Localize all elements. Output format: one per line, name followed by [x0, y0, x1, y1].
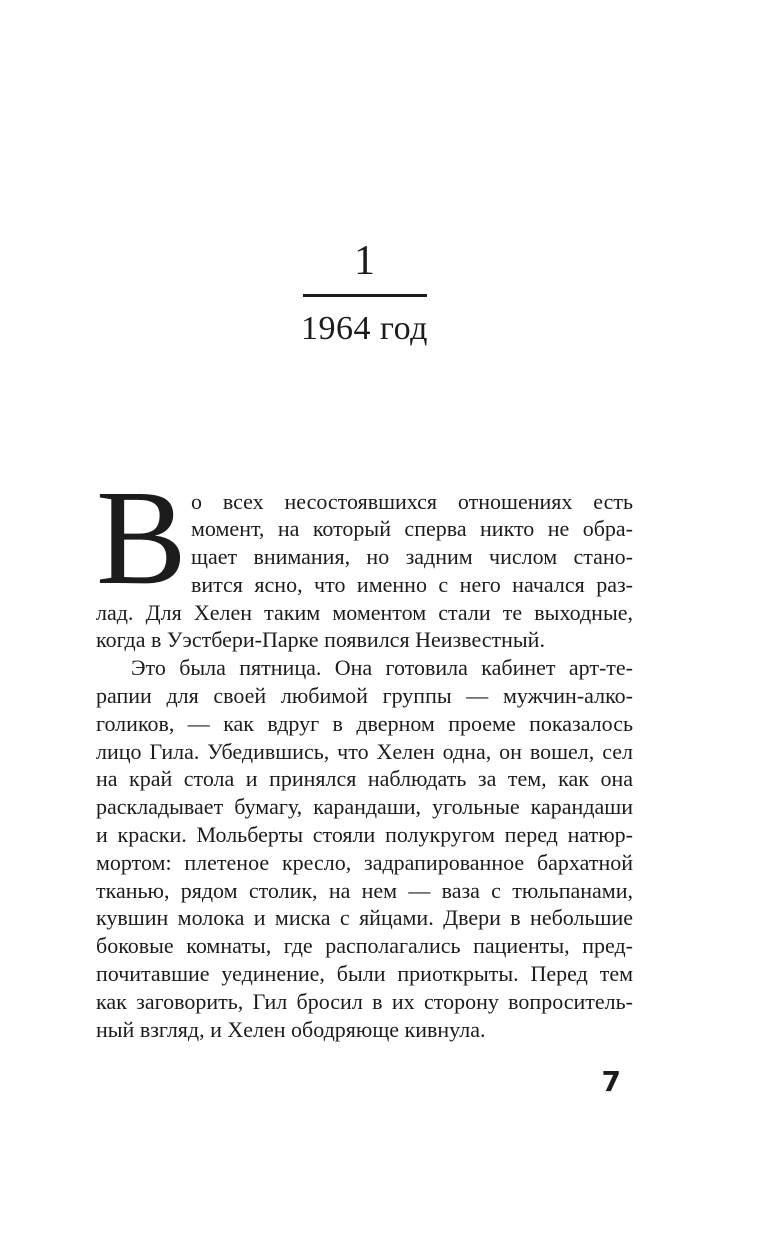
- text-line: лад. Для Хелен таким моментом стали те выходные,: [96, 599, 633, 625]
- body-text: [96, 462, 633, 1044]
- text-line: о всех несостоявшихся отношениях есть: [191, 488, 633, 514]
- text-line: кувшин молока и миска с яйцами. Двери в небольшие: [96, 905, 633, 931]
- paragraph-2: [96, 654, 633, 1043]
- text-line: лицо Гила. Убедившись, что Хелен одна, он вошел, сел: [96, 738, 633, 764]
- text-line: щает внимания, но задним числом стано-: [191, 544, 633, 570]
- text-line: голиков, — как вдруг в дверном проеме показалось: [96, 710, 633, 736]
- text-line: почитавшие уединение, были приоткрыты. Перед тем: [96, 961, 633, 987]
- dropcap-letter: В: [96, 462, 187, 613]
- text-line: ный взгляд, и Хелен ободряюще кивнула.: [96, 1016, 486, 1042]
- text-line: на край стола и принялся наблюдать за тем, как она: [96, 766, 633, 792]
- chapter-number: 1: [354, 238, 375, 284]
- chapter-year-subtitle: 1964 год: [301, 309, 428, 347]
- page-footer: [96, 1065, 633, 1098]
- chapter-divider-rule: [303, 294, 427, 297]
- text-line: раскладывает бумагу, карандаши, угольные карандаши: [96, 794, 633, 820]
- text-line: момент, на который сперва никто не обра-: [191, 516, 633, 542]
- text-line: мортом: плетеное кресло, задрапированное бархатной: [96, 849, 633, 875]
- text-line: боковые комнаты, где располагались пациенты, пред-: [96, 933, 633, 959]
- chapter-heading: [96, 0, 633, 348]
- paragraph-1: [96, 462, 633, 655]
- text-line: вится ясно, что именно с него начался раз-: [191, 571, 633, 597]
- text-line: и краски. Мольберты стояли полукругом перед натюр-: [96, 822, 633, 848]
- page-number: 7: [601, 1065, 621, 1099]
- text-line: Это была пятница. Она готовила кабинет арт-те-: [131, 655, 633, 681]
- text-line: когда в Уэстбери-Парке появился Неизвестный.: [96, 627, 545, 653]
- text-line: как заговорить, Гил бросил в их сторону вопроситель-: [96, 988, 633, 1014]
- text-line: рапии для своей любимой группы — мужчин-алко-: [96, 683, 633, 709]
- text-line: тканью, рядом столик, на нем — ваза с тюльпанами,: [96, 877, 633, 903]
